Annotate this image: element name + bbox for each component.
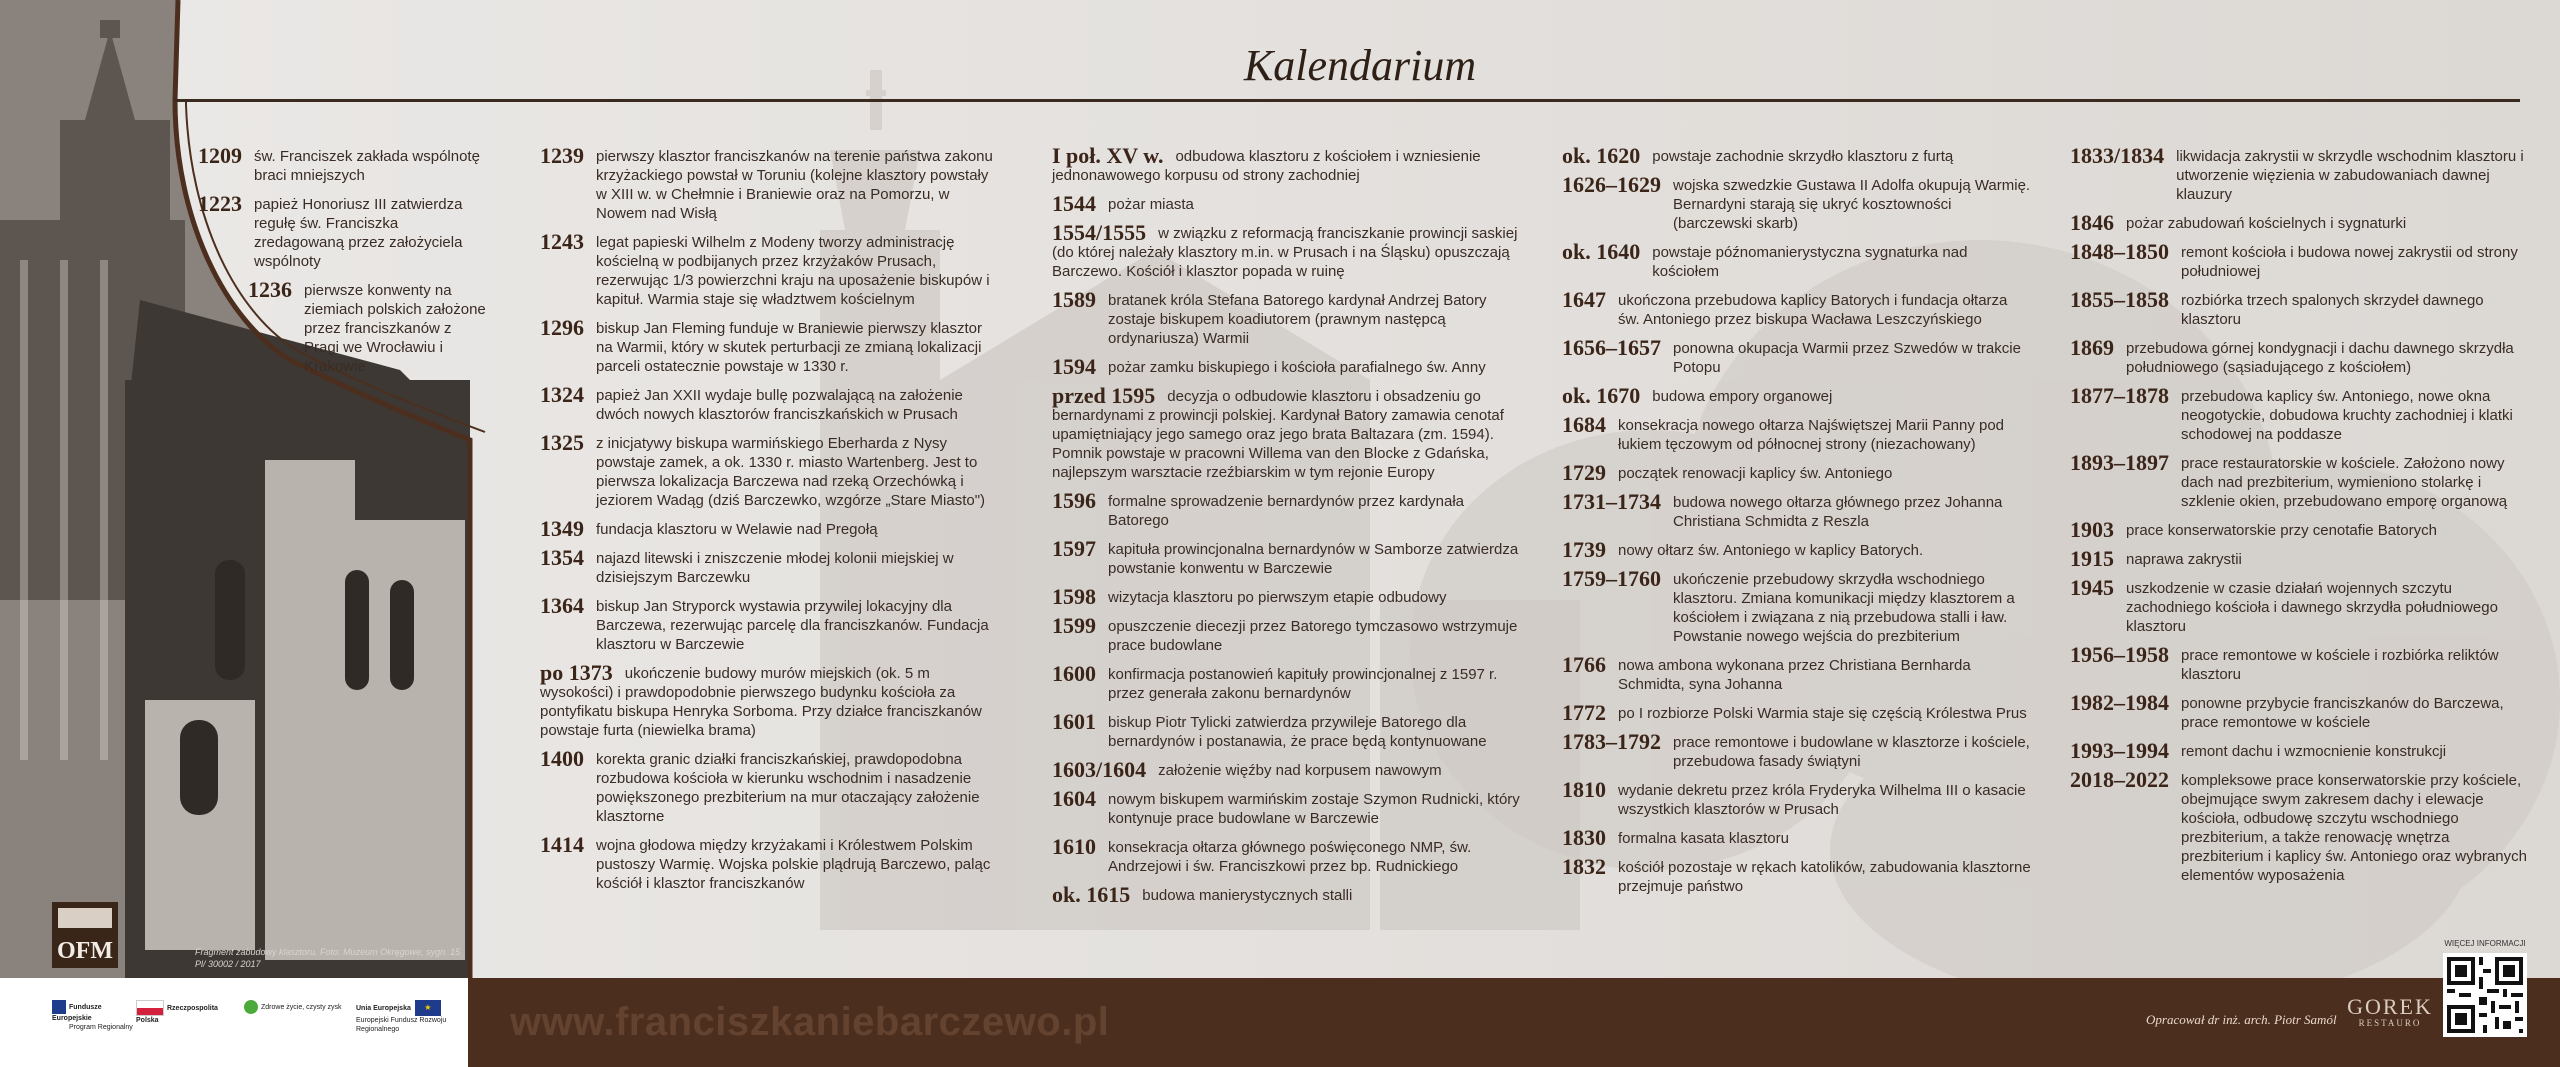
website-link[interactable]: www.franciszkaniebarczewo.pl xyxy=(510,1000,1110,1044)
entry-text: opuszczenie diecezji przez Batorego tymczasowo wstrzymuje prace budowlane xyxy=(1108,618,1518,654)
entry-year: 1603/1604 xyxy=(1052,757,1147,782)
entry-text: prace restauratorskie w kościele. Założono nowy dach nad prezbiterium, wymieniono stolarkę i szklenie okien, przebudowano emporę organową xyxy=(2181,455,2508,510)
entry-year: 1223 xyxy=(198,191,242,216)
entry-text: prace remontowe w kościele i rozbiórka reliktów klasztoru xyxy=(2181,647,2499,683)
entry-text: korekta granic działki franciszkańskiej, prawdopodobna rozbudowa kościoła w kierunku wschodnim i nasadzenie powiększonego prezbiterium na mur otaczający założenie klasztorne xyxy=(596,751,980,825)
entry-text: remont kościoła i budowa nowej zakrystii od strony południowej xyxy=(2181,244,2518,280)
more-info-label: WIĘCEJ INFORMACJI xyxy=(2444,939,2526,948)
entry-year: 1729 xyxy=(1562,460,1606,485)
entry-year: 1414 xyxy=(540,832,584,857)
entry-year: 1594 xyxy=(1052,354,1096,379)
timeline-entry xyxy=(1562,827,2032,848)
entry-year: 1364 xyxy=(540,593,584,618)
entry-text: pożar zabudowań kościelnych i sygnaturki xyxy=(2126,215,2407,232)
entry-year: 1296 xyxy=(540,315,584,340)
timeline-entry xyxy=(1052,711,1522,751)
entry-text: likwidacja zakrystii w skrzydle wschodnim klasztoru i utworzenie więzienia w zabudowaniach dawnej klauzury xyxy=(2176,148,2524,203)
entry-year: 1601 xyxy=(1052,709,1096,734)
gorek-name: GOREK xyxy=(2347,994,2433,1019)
timeline-entry xyxy=(2070,692,2530,732)
timeline-entry xyxy=(1052,759,1522,780)
ofm-logo-text: OFM xyxy=(57,938,113,964)
timeline-entry xyxy=(1052,222,1522,281)
gorek-sub: RESTAURO xyxy=(2358,1018,2422,1028)
entry-year: 1597 xyxy=(1052,536,1096,561)
timeline-entry xyxy=(540,231,1000,309)
author-credit: Opracował dr inż. arch. Piotr Samól xyxy=(2146,1012,2337,1027)
logo-fundusze-sub: Program Regionalny xyxy=(69,1024,133,1031)
entry-text: z inicjatywy biskupa warmińskiego Eberharda z Nysy powstaje zamek, a ok. 1330 r. miasto Wartenberg. Jest to pierwsza lokalizacja Barczewa nad rzeką Orzechówką i jeziorem Wadąg (dziś Barczewko, wzgórze „Stare Miasto") xyxy=(596,435,986,509)
timeline-column-4 xyxy=(1562,145,2032,904)
entry-year: 1903 xyxy=(2070,517,2114,542)
fundusze-icon xyxy=(52,1000,66,1014)
timeline-column-3 xyxy=(1052,145,1522,913)
entry-year: 1915 xyxy=(2070,546,2114,571)
timeline-entry xyxy=(1052,788,1522,828)
entry-text: pierwszy klasztor franciszkanów na terenie państwa zakonu krzyżackiego powstał w Toruniu (kolejne klasztory powstały w XIII w. w Chełmnie i Braniewie oraz na Pomorzu, w Nowem nad Wisłą xyxy=(596,148,993,222)
entry-year: 1810 xyxy=(1562,777,1606,802)
entry-text: ponowne przybycie franciszkanów do Barczewa, prace remontowe w kościele xyxy=(2181,695,2504,731)
timeline-entry xyxy=(540,432,1000,510)
logo-unia-europejska xyxy=(356,1000,461,1034)
timeline-entry xyxy=(1052,385,1522,482)
timeline-entry xyxy=(2070,289,2530,329)
entry-text: biskup Jan Stryporck wystawia przywilej lokacyjny dla Barczewa, rezerwując parcelę dla franciszkanów. Fundacja klasztoru w Barczewie xyxy=(596,598,989,653)
entry-text: ponowna okupacja Warmii przez Szwedów w trakcie Potopu xyxy=(1673,340,2021,376)
entry-year: 1893–1897 xyxy=(2070,450,2169,475)
eu-flag-icon: ★ xyxy=(415,1000,441,1016)
entry-year: 1236 xyxy=(248,277,292,302)
timeline-column-2 xyxy=(540,145,1000,901)
entry-text: nowy ołtarz św. Antoniego w kaplicy Batorych. xyxy=(1618,542,1924,559)
timeline-entry xyxy=(1052,836,1522,876)
entry-year: 1830 xyxy=(1562,825,1606,850)
entry-year: ok. 1670 xyxy=(1562,383,1641,408)
entry-year: 1832 xyxy=(1562,854,1606,879)
entry-text: ukończenie przebudowy skrzydła wschodniego klasztoru. Zmiana komunikacji między klasztorem a kościołem i związana z nią przebudowa stalli i ław. Powstanie nowego wejścia do prezbiterium xyxy=(1673,571,2015,645)
logo-rzeczpospolita xyxy=(136,1000,226,1025)
timeline-entry xyxy=(1562,731,2032,771)
timeline-entry xyxy=(1562,462,2032,483)
entry-text: pożar zamku biskupiego i kościoła parafialnego św. Anny xyxy=(1108,359,1486,376)
entry-text: początek renowacji kaplicy św. Antoniego xyxy=(1618,465,1893,482)
qr-code-icon[interactable] xyxy=(2443,953,2527,1037)
entry-year: 1783–1792 xyxy=(1562,729,1661,754)
entry-text: wojna głodowa między krzyżakami i Królestwem Polskim pustoszy Warmię. Wojska polskie plądrują Barczewo, paląc kościół i klasztor franciszkanów xyxy=(596,837,991,892)
timeline-entry xyxy=(1562,174,2032,233)
timeline-entry xyxy=(1052,193,1522,214)
entry-text: powstaje zachodnie skrzydło klasztoru z furtą xyxy=(1652,148,1954,165)
entry-text: powstaje późnomanierystyczna sygnaturka nad kościołem xyxy=(1652,244,1968,280)
timeline-entry xyxy=(1562,654,2032,694)
entry-year: 1877–1878 xyxy=(2070,383,2169,408)
entry-text: legat papieski Wilhelm z Modeny tworzy administrację kościelną w podbijanych przez krzyżaków Prusach, rezerwując 1/3 powierzchni kraju na uposażenie biskupów i kapituł. Warmia staje się władztwem kościelnym xyxy=(596,234,990,308)
entry-text: po I rozbiorze Polski Warmia staje się częścią Królestwa Prus xyxy=(1618,705,2027,722)
entry-year: przed 1595 xyxy=(1052,383,1156,408)
timeline-entry xyxy=(1562,385,2032,406)
page-title: Kalendarium xyxy=(1243,41,1477,90)
timeline-entry xyxy=(2070,548,2530,569)
timeline-entry xyxy=(1052,586,1522,607)
logo-ue-label: Unia Europejska xyxy=(356,1004,411,1012)
timeline-entry xyxy=(1562,241,2032,281)
timeline-entry xyxy=(2070,577,2530,636)
entry-year: 1846 xyxy=(2070,210,2114,235)
entry-year: 1325 xyxy=(540,430,584,455)
entry-text: przebudowa górnej kondygnacji i dachu dawnego skrzydła południowego (sąsiadującego z kościołem) xyxy=(2126,340,2514,376)
entry-year: 1589 xyxy=(1052,287,1096,312)
entry-year: 1596 xyxy=(1052,488,1096,513)
entry-text: remont dachu i wzmocnienie konstrukcji xyxy=(2181,743,2447,760)
timeline-entry xyxy=(2070,740,2530,761)
timeline-entry xyxy=(1562,856,2032,896)
entry-text: prace konserwatorskie przy cenotafie Batorych xyxy=(2126,522,2437,539)
timeline-entry xyxy=(540,145,1000,223)
entry-text: formalna kasata klasztoru xyxy=(1618,830,1789,847)
timeline-entry xyxy=(1052,663,1522,703)
leaf-icon xyxy=(244,1000,258,1014)
entry-year: 1354 xyxy=(540,545,584,570)
timeline-entry xyxy=(1562,779,2032,819)
entry-text: kapituła prowincjonalna bernardynów w Samborze zatwierdza powstanie konwentu w Barczewie xyxy=(1108,541,1519,577)
timeline-entry xyxy=(2070,241,2530,281)
entry-text: wizytacja klasztoru po pierwszym etapie odbudowy xyxy=(1108,589,1447,606)
entry-text: budowa nowego ołtarza głównego przez Johanna Christiana Schmidta z Reszla xyxy=(1673,494,2003,530)
entry-text: prace remontowe i budowlane w klasztorze i kościele, przebudowa fasady świątyni xyxy=(1673,734,2030,770)
entry-year: 1324 xyxy=(540,382,584,407)
timeline-entry xyxy=(540,595,1000,654)
entry-year: ok. 1620 xyxy=(1562,143,1641,168)
timeline-entry xyxy=(2070,644,2530,684)
entry-year: 1855–1858 xyxy=(2070,287,2169,312)
entry-year: 1684 xyxy=(1562,412,1606,437)
entry-year: 1647 xyxy=(1562,287,1606,312)
entry-text: kościół pozostaje w rękach katolików, zabudowania klasztorne przejmuje państwo xyxy=(1618,859,2031,895)
entry-year: 1349 xyxy=(540,516,584,541)
entry-text: uszkodzenie w czasie działań wojennych szczytu zachodniego kościoła i dawnego skrzydła południowego klasztoru xyxy=(2126,580,2498,635)
entry-text: wojska szwedzkie Gustawa II Adolfa okupują Warmię. Bernardyni starają się ukryć kosztowności (barczewski skarb) xyxy=(1673,177,2031,232)
entry-year: 1599 xyxy=(1052,613,1096,638)
gorek-restauro-logo xyxy=(2346,996,2434,1028)
timeline-entry xyxy=(198,279,488,376)
entry-text: biskup Piotr Tylicki zatwierdza przywileje Batorego dla bernardynów i postanawia, że prace będą kontynuowane xyxy=(1108,714,1487,750)
entry-year: 1243 xyxy=(540,229,584,254)
title-divider xyxy=(175,99,2520,102)
entry-year: 1772 xyxy=(1562,700,1606,725)
entry-year: 1400 xyxy=(540,746,584,771)
entry-text: konsekracja ołtarza głównego poświęconego NMP, św. Andrzejowi i św. Franciszkowi przez bp. Rudnickiego xyxy=(1108,839,1472,875)
entry-year: 1209 xyxy=(198,143,242,168)
entry-text: pierwsze konwenty na ziemiach polskich założone przez franciszkanów z Pragi we Wrocławiu i Krakowie xyxy=(304,282,486,375)
timeline-entry xyxy=(540,834,1000,893)
timeline-entry xyxy=(198,193,488,271)
entry-text: decyzja o odbudowie klasztoru i obsadzeniu go bernardynami z prowincji polskiej. Kardynał Batory zamawia cenotaf upamiętniający jego samego oraz jego brata Baltazara (zm. 1594). Pomnik powstaje w pracowni Willema van den Blocke z Gdańska, najlepszym warsztacie rzeźbiarskim w tym rejonie Europy xyxy=(1052,388,1504,481)
entry-year: 1869 xyxy=(2070,335,2114,360)
entry-year: 1993–1994 xyxy=(2070,738,2169,763)
entry-year: 1626–1629 xyxy=(1562,172,1661,197)
entry-year: ok. 1640 xyxy=(1562,239,1641,264)
entry-text: biskup Jan Fleming funduje w Braniewie pierwszy klasztor na Warmii, który w skutek perturbacji ze zmianą lokalizacji parceli ostatecznie powstaje w 1330 r. xyxy=(596,320,983,375)
timeline-entry xyxy=(1052,615,1522,655)
entry-year: 1598 xyxy=(1052,584,1096,609)
entry-year: 1739 xyxy=(1562,537,1606,562)
entry-year: 1731–1734 xyxy=(1562,489,1661,514)
entry-text: przebudowa kaplicy św. Antoniego, nowe okna neogotyckie, dobudowa kruchty zachodniej i klatki schodowej na poddasze xyxy=(2181,388,2513,443)
entry-text: budowa manierystycznych stalli xyxy=(1142,887,1353,904)
entry-text: nowym biskupem warmińskim zostaje Szymon Rudnicki, który kontynuje prace budowlane w Barczewie xyxy=(1108,791,1520,827)
entry-text: ukończenie budowy murów miejskich (ok. 5 m wysokości) i prawdopodobnie pierwszego budynku kościoła za pontyfikatu biskupa Henryka Sorboma. Przy działce franciszkanów powstaje furta (niewielka brama) xyxy=(540,665,982,739)
entry-text: konsekracja nowego ołtarza Najświętszej Marii Panny pod łukiem tęczowym od północnej strony (niezachowany) xyxy=(1618,417,2005,453)
timeline-entry xyxy=(540,748,1000,826)
logo-zdrowe-label: Zdrowe życie, czysty zysk xyxy=(261,1003,342,1011)
logo-rp-label: Rzeczpospolita Polska xyxy=(136,1004,218,1024)
entry-year: 1656–1657 xyxy=(1562,335,1661,360)
timeline-entry xyxy=(2070,452,2530,511)
entry-year: 2018–2022 xyxy=(2070,767,2169,792)
timeline-entry xyxy=(1562,145,2032,166)
entry-text: św. Franciszek zakłada wspólnotę braci mniejszych xyxy=(254,148,480,184)
timeline-entry xyxy=(540,384,1000,424)
entry-text: naprawa zakrystii xyxy=(2126,551,2242,568)
timeline-entry xyxy=(2070,337,2530,377)
entry-year: 1239 xyxy=(540,143,584,168)
timeline-entry xyxy=(1052,356,1522,377)
ofm-logo xyxy=(50,900,120,970)
entry-text: fundacja klasztoru w Welawie nad Pregołą xyxy=(596,521,878,538)
entry-year: 1610 xyxy=(1052,834,1096,859)
entry-text: rozbiórka trzech spalonych skrzydeł dawnego klasztoru xyxy=(2181,292,2484,328)
timeline-entry xyxy=(1562,539,2032,560)
entry-year: 1544 xyxy=(1052,191,1096,216)
timeline-entry xyxy=(540,662,1000,740)
timeline-entry xyxy=(540,547,1000,587)
entry-year: 1982–1984 xyxy=(2070,690,2169,715)
timeline-entry xyxy=(198,145,488,185)
polish-flag-icon xyxy=(136,1000,164,1016)
timeline-entry xyxy=(1562,702,2032,723)
entry-year: 1833/1834 xyxy=(2070,143,2165,168)
entry-text: nowa ambona wykonana przez Christiana Bernharda Schmidta, syna Johanna xyxy=(1618,657,1971,693)
entry-text: wydanie dekretu przez króla Fryderyka Wilhelma III o kasacie wszystkich klasztorów w Prusach xyxy=(1618,782,2026,818)
timeline-entry xyxy=(1052,538,1522,578)
entry-text: odbudowa klasztoru z kościołem i wzniesienie jednonawowego korpusu od strony zachodniej xyxy=(1052,148,1481,184)
entry-text: bratanek króla Stefana Batorego kardynał Andrzej Batory zostaje biskupem koadiutorem (prawnym następcą ordynariusza) Warmii xyxy=(1108,292,1487,347)
entry-year: 1945 xyxy=(2070,575,2114,600)
entry-year: ok. 1615 xyxy=(1052,882,1131,907)
logo-zdrowe-zycie xyxy=(244,1000,344,1014)
timeline-column-1 xyxy=(198,145,488,384)
timeline-entry xyxy=(2070,145,2530,204)
timeline-entry xyxy=(540,518,1000,539)
entry-text: pożar miasta xyxy=(1108,196,1194,213)
entry-text: konfirmacja postanowień kapituły prowincjonalnej z 1597 r. przez generała zakonu bernardynów xyxy=(1108,666,1498,702)
timeline-entry xyxy=(1052,884,1522,905)
entry-year: 1956–1958 xyxy=(2070,642,2169,667)
timeline-entry xyxy=(1052,490,1522,530)
timeline-entry xyxy=(2070,769,2530,885)
timeline-entry xyxy=(2070,519,2530,540)
timeline-entry xyxy=(1052,145,1522,185)
entry-year: 1766 xyxy=(1562,652,1606,677)
timeline-entry xyxy=(540,317,1000,376)
timeline-column-5 xyxy=(2070,145,2530,893)
entry-text: ukończona przebudowa kaplicy Batorych i fundacja ołtarza św. Antoniego przez biskupa Wacława Leszczyńskiego xyxy=(1618,292,2008,328)
entry-year: 1848–1850 xyxy=(2070,239,2169,264)
entry-text: papież Honoriusz III zatwierdza regułę św. Franciszka zredagowaną przez założyciela wspólnoty xyxy=(254,196,463,270)
entry-text: papież Jan XXII wydaje bullę pozwalającą na założenie dwóch nowych klasztorów franciszkańskich w Prusach xyxy=(596,387,963,423)
entry-text: założenie więźby nad korpusem nawowym xyxy=(1158,762,1442,779)
timeline-entry xyxy=(1052,289,1522,348)
timeline-entry xyxy=(1562,491,2032,531)
entry-text: najazd litewski i zniszczenie młodej kolonii miejskiej w dzisiejszym Barczewku xyxy=(596,550,954,586)
entry-year: I poł. XV w. xyxy=(1052,143,1164,168)
timeline-entry xyxy=(1562,568,2032,646)
entry-text: budowa empory organowej xyxy=(1652,388,1833,405)
entry-year: 1600 xyxy=(1052,661,1096,686)
entry-year: 1604 xyxy=(1052,786,1096,811)
logo-fundusze-europejskie xyxy=(52,1000,142,1032)
entry-year: po 1373 xyxy=(540,660,613,685)
photo-caption: Fragment zabudowy klasztoru. Foto: Muzeum Okręgowe, sygn. 15 Pl/ 30002 / 2017 xyxy=(195,947,461,969)
timeline-entry xyxy=(1562,337,2032,377)
entry-year: 1554/1555 xyxy=(1052,220,1147,245)
entry-text: w związku z reformacją franciszkanie prowincji saskiej (do której należały klasztory m.in. w Prusach i na Śląsku) opuszczają Barczewo. Kościół i klasztor popada w ruinę xyxy=(1052,225,1518,280)
timeline-entry xyxy=(2070,212,2530,233)
logo-ue-sub: Europejski Fundusz Rozwoju Regionalnego xyxy=(356,1017,447,1033)
entry-text: formalne sprowadzenie bernardynów przez kardynała Batorego xyxy=(1108,493,1465,529)
logo-fundusze-label: Fundusze Europejskie xyxy=(52,1003,102,1022)
entry-year: 1759–1760 xyxy=(1562,566,1661,591)
timeline-entry xyxy=(1562,414,2032,454)
entry-text: kompleksowe prace konserwatorskie przy kościele, obejmujące swym zakresem dachy i elewacje kościoła, odbudowę szczytu wschodniego prezbiterium, a także renowację wnętrza prezbiterium i kaplicy św. Antoniego oraz wybranych elementów wyposażenia xyxy=(2181,772,2527,884)
timeline-entry xyxy=(1562,289,2032,329)
timeline-entry xyxy=(2070,385,2530,444)
